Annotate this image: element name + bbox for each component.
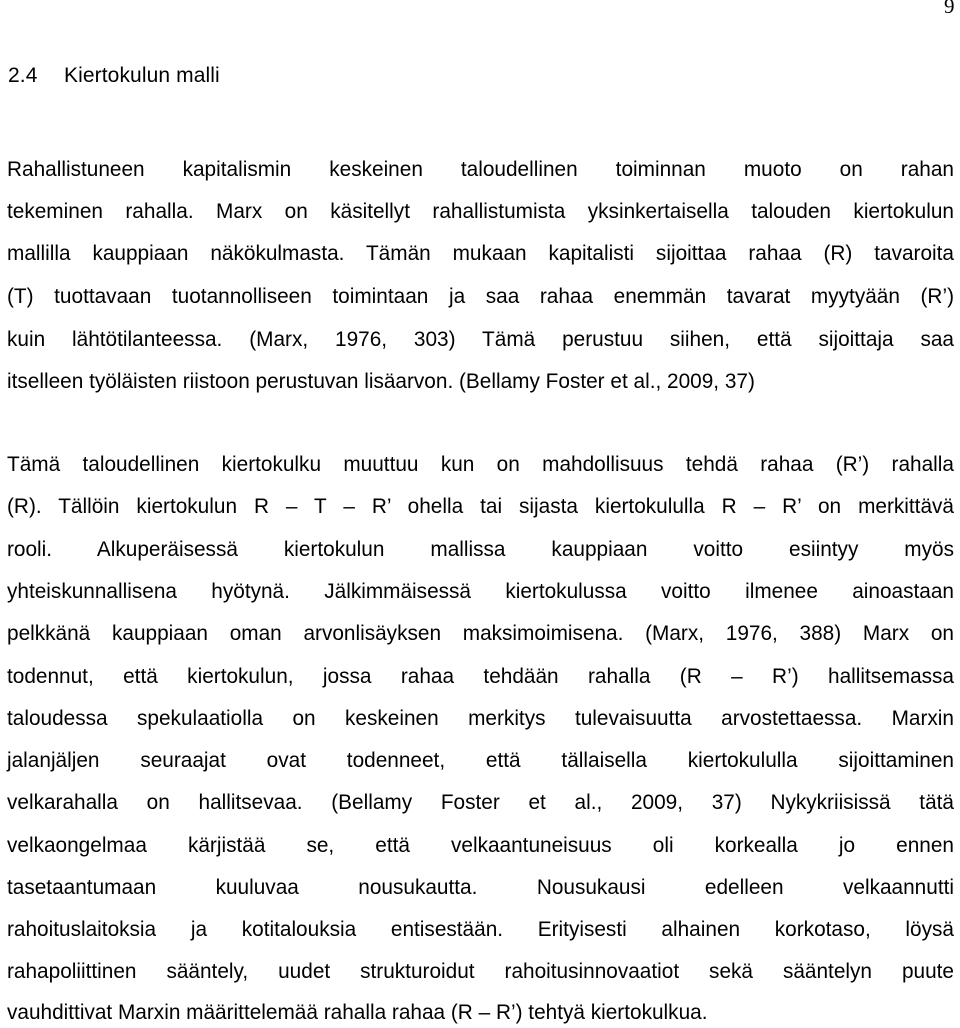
text-line: taloudessa spekulaatiolla on keskeinen merkitys tulevaisuutta arvostettaessa. Marxin: [7, 707, 954, 730]
section-heading: [8, 64, 220, 88]
text-line: jalanjäljen seuraajat ovat todenneet, että tällaisella kiertokululla sijoittaminen: [7, 749, 954, 772]
text-line: kuin lähtötilanteessa. (Marx, 1976, 303) Tämä perustuu siihen, että sijoittaja saa: [7, 328, 954, 351]
text-line: Rahallistuneen kapitalismin keskeinen taloudellinen toiminnan muoto on rahan: [7, 158, 954, 181]
text-line: rooli. Alkuperäisessä kiertokulun mallissa kauppiaan voitto esiintyy myös: [7, 538, 954, 561]
page-number: 9: [944, 0, 955, 18]
text-line: (R). Tällöin kiertokulun R – T – R’ ohella tai sijasta kiertokululla R – R’ on merkittävä: [7, 495, 954, 518]
text-line: mallilla kauppiaan näkökulmasta. Tämän mukaan kapitalisti sijoittaa rahaa (R) tavaroita: [7, 242, 954, 265]
text-line: rahapoliittinen sääntely, uudet strukturoidut rahoitusinnovaatiot sekä sääntelyn puute: [7, 960, 954, 983]
section-number: 2.4: [8, 64, 38, 87]
text-line: tasetaantumaan kuuluvaa nousukautta. Nousukausi edelleen velkaannutti: [7, 876, 954, 899]
text-line: tekeminen rahalla. Marx on käsitellyt rahallistumista yksinkertaisella talouden kiertokulun: [7, 200, 954, 223]
text-line: velkarahalla on hallitsevaa. (Bellamy Foster et al., 2009, 37) Nykykriisissä tätä: [7, 791, 954, 814]
text-line: rahoituslaitoksia ja kotitalouksia entisestään. Erityisesti alhainen korkotaso, löysä: [7, 918, 954, 941]
section-title: Kiertokulun malli: [64, 64, 220, 87]
text-line: pelkkänä kauppiaan oman arvonlisäyksen maksimoimisena. (Marx, 1976, 388) Marx on: [7, 622, 954, 645]
text-line: Tämä taloudellinen kiertokulku muuttuu kun on mahdollisuus tehdä rahaa (R’) rahalla: [7, 453, 954, 476]
text-line: velkaongelmaa kärjistää se, että velkaantuneisuus oli korkealla jo ennen: [7, 834, 954, 857]
text-line: itselleen työläisten riistoon perustuvan lisäarvon. (Bellamy Foster et al., 2009, 37): [7, 370, 755, 393]
text-line: yhteiskunnallisena hyötynä. Jälkimmäisessä kiertokulussa voitto ilmenee ainoastaan: [7, 580, 954, 603]
text-line: vauhdittivat Marxin määrittelemää rahalla rahaa (R – R’) tehtyä kiertokulkua.: [7, 1001, 708, 1024]
text-line: (T) tuottavaan tuotannolliseen toimintaan ja saa rahaa enemmän tavarat myytyään (R’): [7, 285, 954, 308]
text-line: todennut, että kiertokulun, jossa rahaa tehdään rahalla (R – R’) hallitsemassa: [7, 665, 954, 688]
